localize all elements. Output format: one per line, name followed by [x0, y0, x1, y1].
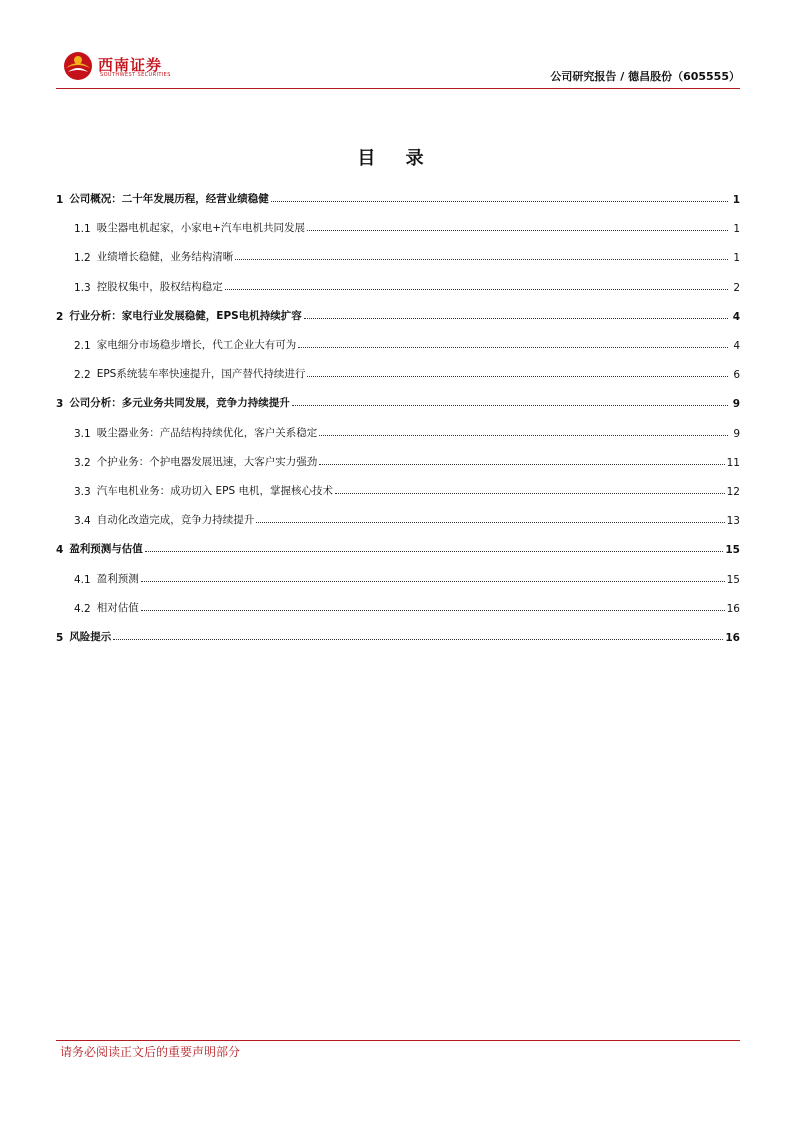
toc-entry-number: 3.3 — [74, 486, 91, 498]
toc-entry[interactable] — [56, 478, 740, 498]
report-label: 公司研究报告 / 德昌股份（605555） — [550, 70, 740, 83]
logo-name-en: SOUTHWEST SECURITIES — [100, 72, 171, 78]
toc-entry-page: 16 — [725, 632, 740, 644]
toc-leader-dots — [235, 259, 728, 260]
toc-entry[interactable] — [56, 303, 740, 323]
toc-entry[interactable] — [56, 274, 740, 294]
toc-leader-dots — [141, 610, 725, 611]
toc-entry-number: 2.1 — [74, 340, 91, 352]
toc-entry-number: 4 — [56, 544, 64, 557]
toc-entry-page: 15 — [726, 573, 740, 586]
toc-entry-number: 1.2 — [74, 252, 91, 265]
toc-entry[interactable] — [56, 215, 740, 235]
toc-entry-text: 吸尘器电机起家，小家电+汽车电机共同发展 — [96, 222, 306, 235]
toc-entry-number: 1.3 — [74, 281, 91, 294]
toc-leader-dots — [298, 347, 728, 348]
toc-entry-text: 盈利预测与估值 — [69, 543, 143, 556]
toc-entry-page: 13 — [726, 515, 740, 528]
toc-leader-dots — [319, 464, 724, 465]
toc-entry[interactable] — [56, 595, 740, 615]
toc-leader-dots — [307, 376, 728, 377]
toc-entry-number: 3.1 — [74, 427, 91, 440]
toc-entry-page: 1 — [733, 223, 740, 236]
page-title: 目 录 — [357, 148, 436, 169]
toc-entry-page: 4 — [732, 310, 740, 323]
toc-entry-page: 4 — [733, 340, 740, 352]
toc-leader-dots — [225, 289, 728, 290]
toc-entry-number: 2.2 — [74, 369, 91, 382]
toc-entry-text: EPS系统装车率快速提升，国产替代持续进行 — [96, 368, 306, 381]
toc-entry[interactable] — [56, 361, 740, 381]
toc-leader-dots — [335, 493, 725, 494]
company-logo — [60, 48, 180, 82]
toc-entry-page: 15 — [725, 544, 740, 557]
footer-divider — [56, 1040, 740, 1041]
toc-entry[interactable] — [56, 420, 740, 440]
toc-entry[interactable] — [56, 536, 740, 556]
toc-entry-page: 11 — [726, 456, 740, 469]
toc-entry-text: 业绩增长稳健，业务结构清晰 — [96, 251, 234, 264]
toc-entry-page: 16 — [726, 602, 740, 615]
toc-entry[interactable] — [56, 244, 740, 264]
toc-leader-dots — [292, 405, 728, 406]
toc-entry[interactable] — [56, 566, 740, 586]
toc-entry-text: 控股权集中，股权结构稳定 — [96, 280, 223, 293]
logo-name-cn: 西南证券 — [98, 56, 163, 74]
toc-entry-page: 9 — [733, 427, 740, 440]
toc-entry-text: 吸尘器业务：产品结构持续优化，客户关系稳定 — [96, 426, 318, 439]
toc-entry-page: 9 — [732, 398, 740, 411]
footer-disclaimer: 请务必阅读正文后的重要声明部分 — [60, 1045, 241, 1059]
toc-entry-text: 盈利预测 — [96, 572, 139, 585]
toc-leader-dots — [145, 551, 724, 552]
toc-leader-dots — [141, 581, 725, 582]
header-divider — [56, 88, 740, 89]
toc-leader-dots — [256, 522, 724, 523]
toc-entry-page: 1 — [733, 252, 740, 265]
toc-entry-text: 风险提示 — [69, 631, 112, 643]
toc-entry-text: 汽车电机业务：成功切入 EPS 电机，掌握核心技术 — [96, 485, 334, 497]
toc-entry-text: 行业分析：家电行业发展稳健，EPS电机持续扩容 — [69, 309, 302, 322]
toc-entry-number: 4.2 — [74, 602, 91, 615]
toc-entry-text: 自动化改造完成，竞争力持续提升 — [96, 514, 255, 527]
toc-entry-number: 3.2 — [74, 456, 91, 469]
page-header — [56, 46, 740, 90]
toc-entry[interactable] — [56, 449, 740, 469]
toc-entry-number: 2 — [56, 310, 64, 323]
toc-leader-dots — [307, 230, 728, 231]
toc-leader-dots — [113, 639, 723, 640]
toc-entry-number: 3.4 — [74, 515, 91, 528]
toc-entry-page: 1 — [732, 194, 740, 206]
toc-leader-dots — [304, 318, 728, 319]
toc-entry-number: 4.1 — [74, 573, 91, 586]
toc-entry-number: 3 — [56, 398, 64, 411]
toc-entry-text: 公司分析：多元业务共同发展，竞争力持续提升 — [69, 397, 290, 410]
toc-entry-page: 6 — [733, 369, 740, 382]
toc-entry-page: 12 — [726, 486, 740, 498]
toc-entry-number: 1.1 — [74, 223, 91, 236]
toc-entry[interactable] — [56, 624, 740, 644]
toc-entry[interactable] — [56, 332, 740, 352]
toc-entry[interactable] — [56, 186, 740, 206]
toc-entry-text: 公司概况：二十年发展历程，经营业绩稳健 — [69, 193, 269, 205]
toc-entry-text: 家电细分市场稳步增长，代工企业大有可为 — [96, 339, 297, 351]
toc-entry-number: 5 — [56, 632, 64, 644]
toc-entry[interactable] — [56, 507, 740, 527]
toc-leader-dots — [271, 201, 728, 202]
toc-entry-text: 个护业务：个护电器发展迅速，大客户实力强劲 — [96, 455, 318, 468]
toc-entry[interactable] — [56, 390, 740, 410]
toc-entry-text: 相对估值 — [96, 601, 139, 614]
toc-entry-page: 2 — [733, 281, 740, 294]
toc-entry-number: 1 — [56, 194, 64, 206]
logo-emblem-icon — [62, 50, 94, 82]
toc-leader-dots — [319, 435, 728, 436]
